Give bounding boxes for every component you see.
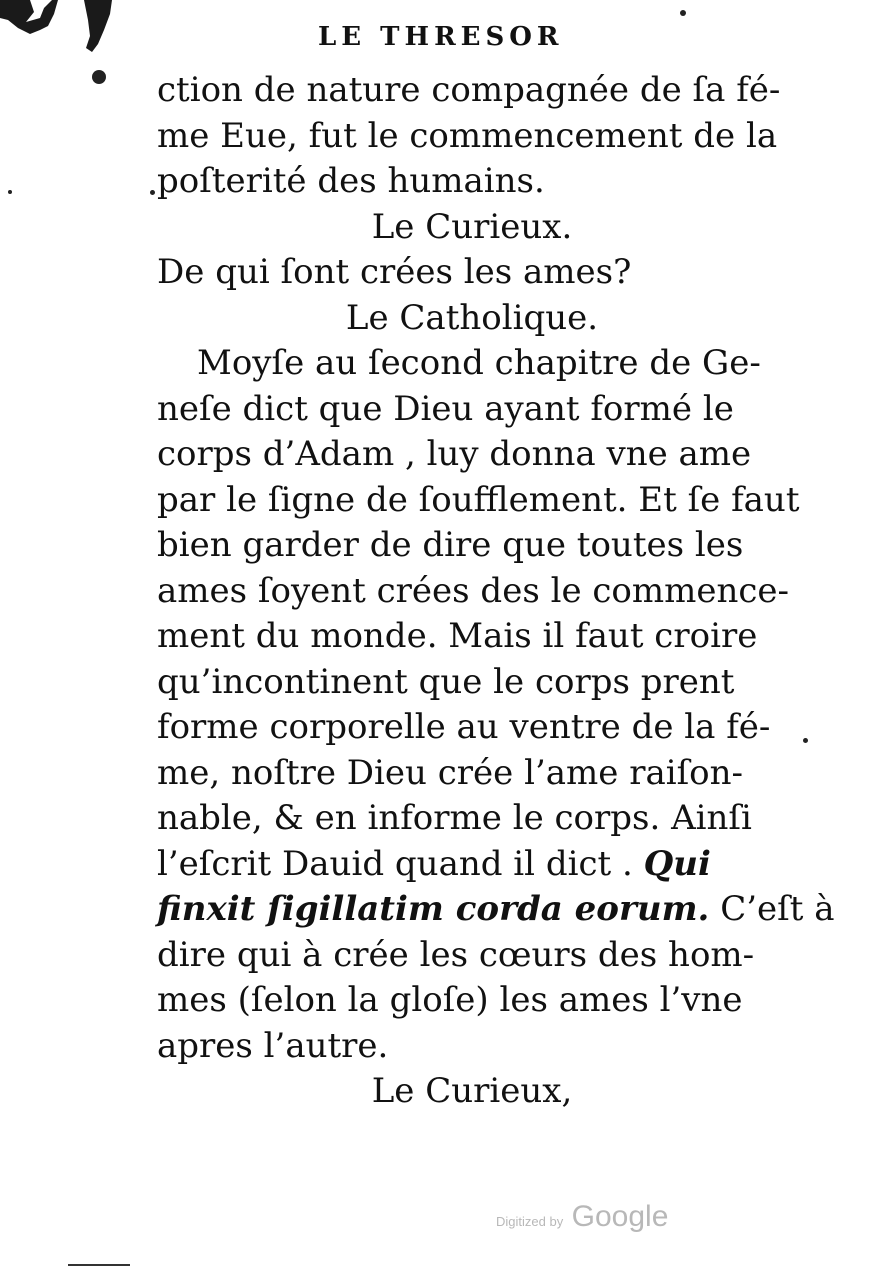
text-fragment: qu’incontinent que le corps prent [157, 661, 735, 702]
text-fragment: bien garder de dire que toutes les [157, 525, 744, 565]
text-line [157, 68, 787, 114]
text-fragment: ames ſoyent crées des le commence- [157, 570, 790, 611]
text-line [157, 887, 835, 933]
text-fragment: Moyſe au ſecond chapitre de Ge- [197, 343, 761, 383]
text-line [157, 478, 800, 524]
text-fragment: poſterité des humains. [157, 161, 545, 201]
text-fragment: me Eue, fut le commencement de la [157, 115, 778, 156]
text-fragment: ction de nature compagnée de ſa fé- [157, 70, 781, 110]
text-line [157, 933, 787, 979]
ink-speck [150, 190, 155, 195]
ink-speck [92, 70, 106, 84]
text-line [157, 1024, 787, 1070]
text-line [157, 569, 790, 615]
text-fragment: Le Curieux. [371, 206, 573, 247]
body-text [157, 68, 835, 1115]
running-head: LE THRESOR [318, 22, 564, 52]
text-line [157, 842, 787, 888]
speaker-heading [157, 205, 787, 251]
ink-speck [8, 190, 12, 194]
text-fragment: dire qui à crée les cœurs des hom- [157, 934, 755, 975]
text-line [157, 978, 787, 1024]
text-fragment: ment du monde. Mais il faut croire [157, 616, 758, 656]
text-fragment: Le Catholique. [345, 297, 599, 338]
text-fragment: me, noſtre Dieu crée l’ame raiſon- [157, 752, 744, 793]
text-line [157, 751, 787, 797]
text-fragment: Le Curieux, [371, 1071, 573, 1111]
bottom-rule [68, 1264, 130, 1266]
text-line [157, 432, 787, 478]
latin-quotation: finxit ſigillatim corda eorum. [157, 889, 710, 929]
speaker-heading [157, 296, 787, 342]
text-fragment: par le ſigne de ſoufflement. Et ſe faut [157, 479, 800, 520]
text-fragment: C’eſt à [709, 889, 835, 929]
text-line [157, 660, 787, 706]
digitization-watermark [496, 1200, 668, 1234]
text-line [157, 796, 787, 842]
ink-speck [680, 10, 686, 16]
watermark-brand: Google [571, 1200, 669, 1233]
latin-quotation: Qui [643, 843, 711, 884]
text-fragment: apres l’autre. [157, 1025, 389, 1066]
text-line [157, 159, 787, 205]
speaker-heading [157, 1069, 787, 1115]
ink-speck [803, 738, 808, 743]
text-line [157, 250, 787, 296]
ink-stain-graphic [0, 0, 120, 60]
text-fragment: l’eſcrit Dauid quand il dict . [157, 843, 633, 884]
text-fragment: neſe dict que Dieu ayant formé le [157, 388, 734, 429]
text-line [157, 341, 787, 387]
text-fragment: nable, & en informe le corps. Ainſi [157, 798, 752, 838]
text-line [157, 614, 787, 660]
text-fragment: mes (ſelon la gloſe) les ames l’vne [157, 980, 743, 1020]
text-line [157, 523, 787, 569]
text-line [157, 114, 787, 160]
text-fragment: forme corporelle au ventre de la fé- [157, 707, 771, 747]
text-line [157, 705, 787, 751]
text-fragment: De qui ſont crées les ames? [157, 252, 632, 292]
watermark-prefix: Digitized by [496, 1214, 564, 1229]
text-line [157, 387, 787, 433]
text-fragment: corps d’Adam , luy donna vne ame [157, 434, 752, 474]
